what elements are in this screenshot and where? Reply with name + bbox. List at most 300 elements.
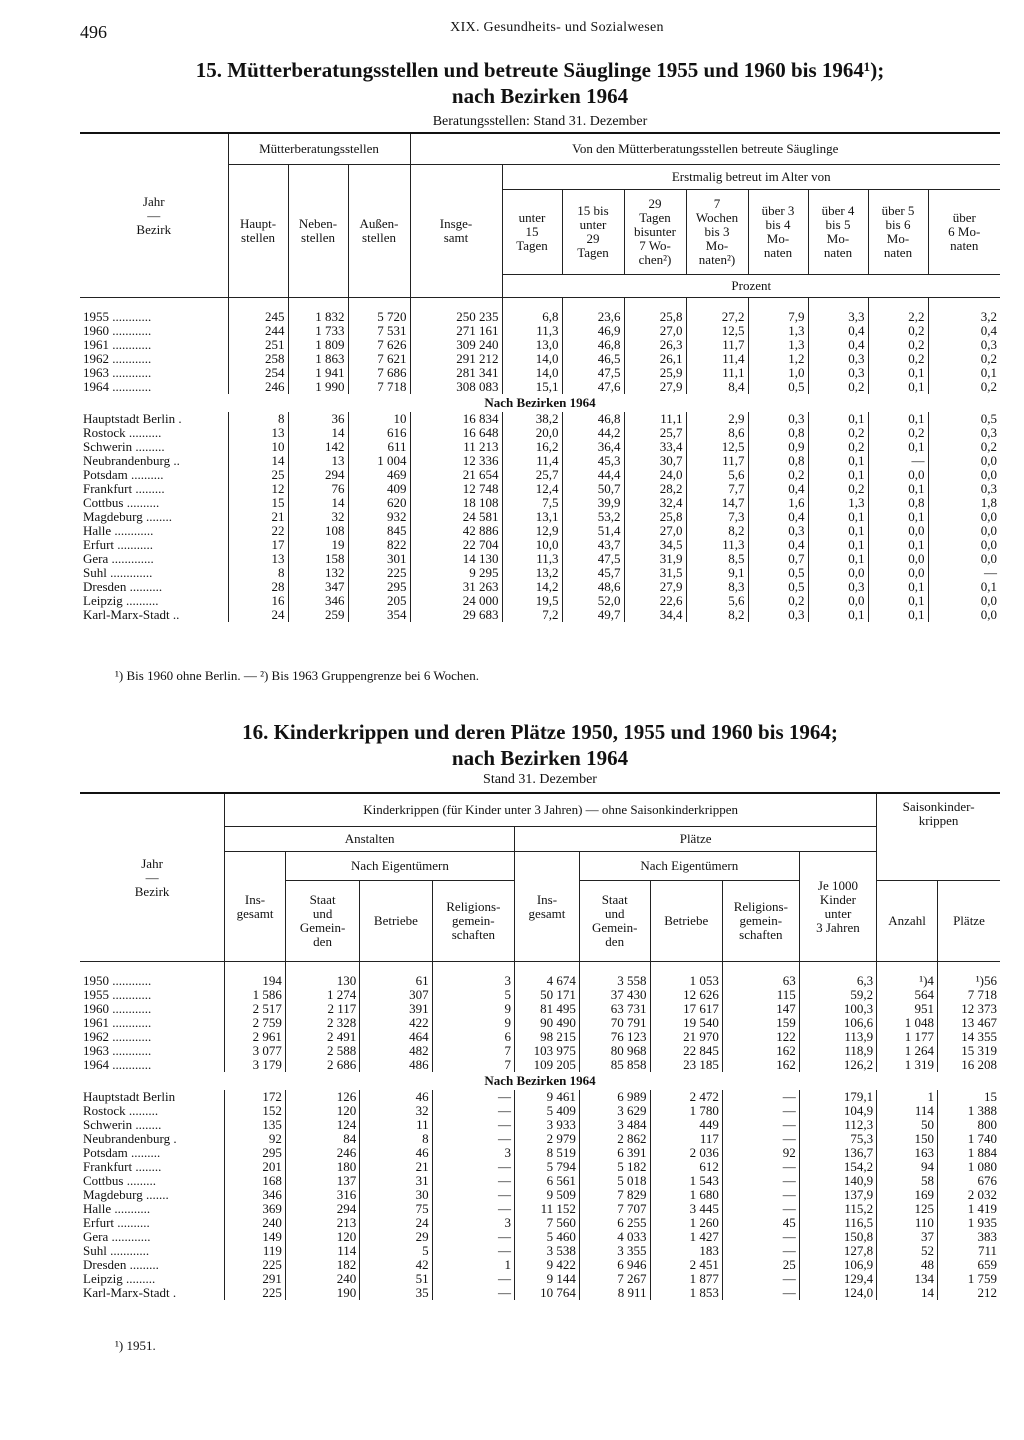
table-cell: 106,6 [799,1016,876,1030]
table-cell: 114 [877,1104,938,1118]
table-cell: 281 341 [410,366,502,380]
table-cell: 125 [877,1202,938,1216]
table-cell: 16 834 [410,412,502,426]
table-cell: 5 182 [579,1160,650,1174]
table-cell: 422 [360,1016,432,1030]
table-cell: 18 108 [410,496,502,510]
table15-col-insgesamt: Insge- samt [410,165,502,298]
table-cell: 119 [225,1244,286,1258]
table-cell: 169 [877,1188,938,1202]
table-cell: 46,8 [562,412,624,426]
table-cell: 15 [937,1090,1000,1104]
table-cell: 308 083 [410,380,502,394]
table-cell: 1,0 [748,366,808,380]
table-cell: 75,3 [799,1132,876,1146]
table-cell: 5,6 [686,594,748,608]
table-cell: 142 [288,440,348,454]
table-row [80,1244,1000,1258]
table-cell: 124 [285,1118,359,1132]
table-cell: — [432,1244,514,1258]
table-cell: 0,1 [868,580,928,594]
table-cell: — [432,1272,514,1286]
table15-group-beratungsstellen: Mütterberatungsstellen [228,133,410,165]
table-row [80,1090,1000,1104]
table-cell: 0,0 [928,524,1000,538]
table-cell: 10,0 [502,538,562,552]
table-cell: 316 [285,1188,359,1202]
table-cell: 309 240 [410,338,502,352]
table-cell: 52,0 [562,594,624,608]
table15-subtitle: Beratungsstellen: Stand 31. Dezember [432,114,648,129]
table-cell: ¹)4 [877,974,938,988]
table-cell: 259 [288,608,348,622]
table-row [80,1216,1000,1230]
table-cell: 46 [360,1090,432,1104]
table-cell: 3 355 [579,1244,650,1258]
table-cell: 182 [285,1258,359,1272]
table-row [80,426,1000,440]
row-label: Potsdam ......... [83,1145,161,1160]
table-row [80,468,1000,482]
table-cell: 612 [650,1160,722,1174]
table15-footnote: ¹) Bis 1960 ohne Berlin. — ²) Bis 1963 Gruppengrenze bei 6 Wochen. [115,668,479,683]
table-cell: 135 [225,1118,286,1132]
table-cell: 47,5 [562,552,624,566]
table-cell: 11,7 [686,338,748,352]
table-cell: 225 [348,566,410,580]
table-cell: — [432,1230,514,1244]
table-cell: 172 [225,1090,286,1104]
table-cell: 6 391 [579,1146,650,1160]
table-cell: 0,1 [868,608,928,622]
table15-group-saeuglinge: Von den Mütterberatungsstellen betreute Säuglinge [410,133,1000,165]
table-cell: 117 [650,1132,722,1146]
table-cell: 0,4 [928,324,1000,338]
table-cell: 4 674 [515,974,580,988]
table16-group-plaetze: Plätze [515,827,877,852]
table-cell: 147 [722,1002,799,1016]
table-cell: 659 [937,1258,1000,1272]
table-cell: — [722,1132,799,1146]
table-cell: 48,6 [562,580,624,594]
table-cell: — [722,1286,799,1300]
table-cell: 25,7 [502,468,562,482]
table-cell: 1 260 [650,1216,722,1230]
table-cell: 92 [722,1146,799,1160]
table-cell: 0,2 [868,338,928,352]
table-cell: 63 [722,974,799,988]
table-cell: 150,8 [799,1230,876,1244]
table-cell: 19 540 [650,1016,722,1030]
table-cell: 52 [877,1244,938,1258]
table-cell: 168 [225,1174,286,1188]
table-cell: 27,2 [686,310,748,324]
table-cell: 6 946 [579,1258,650,1272]
table-cell: 0,5 [748,566,808,580]
table-cell: 46,9 [562,324,624,338]
table-cell: 13 [288,454,348,468]
table-cell: 22,6 [624,594,686,608]
table-cell: 118,9 [799,1044,876,1058]
table15-group-erstmalig: Erstmalig betreut im Alter von [502,165,1000,190]
table-cell: 104,9 [799,1104,876,1118]
table-cell: 21 [228,510,288,524]
table-cell: 822 [348,538,410,552]
table16-col-anst-staat: Staat und Gemein- den [285,881,359,962]
table-cell: 25,8 [624,510,686,524]
table16-col-pl-religion: Religions- gemein- schaften [722,881,799,962]
table-cell: 35 [360,1286,432,1300]
table-cell: 7 531 [348,324,410,338]
table-cell: 115,2 [799,1202,876,1216]
table-cell: 0,1 [808,510,868,524]
table-cell: 201 [225,1160,286,1174]
row-label: 1960 ............ [83,323,152,338]
table-row [80,552,1000,566]
table-cell: 162 [722,1044,799,1058]
table16-group-saison: Saisonkinder- krippen [877,793,1000,881]
table-cell: 27,9 [624,380,686,394]
row-label: Cottbus ......... [83,1173,156,1188]
table-cell: 12,9 [502,524,562,538]
table-cell: 114 [285,1244,359,1258]
table-cell: 51 [360,1272,432,1286]
table-cell: 2 032 [937,1188,1000,1202]
table16-title-line1: 16. Kinderkrippen und deren Plätze 1950, 1955 und 1960 bis 1964; [242,720,838,744]
table-cell: 14 [228,454,288,468]
table-cell: 9 144 [515,1272,580,1286]
table-cell: 620 [348,496,410,510]
table-cell: 136,7 [799,1146,876,1160]
row-label: Suhl ............ [83,1243,150,1258]
table-cell: 271 161 [410,324,502,338]
table-cell: 51,4 [562,524,624,538]
table-cell: 37 430 [579,988,650,1002]
row-label: 1955 ............ [83,309,152,324]
table-cell: 132 [288,566,348,580]
table-cell: 3 484 [579,1118,650,1132]
row-label: Dresden .......... [83,579,163,594]
table15-col-age-3: 29 Tagen bisunter 7 Wo- chen²) [624,190,686,275]
table-cell: 12 373 [937,1002,1000,1016]
table-cell: 0,0 [928,594,1000,608]
table-cell: 152 [225,1104,286,1118]
table-cell: 0,3 [928,482,1000,496]
table-cell: 1 274 [285,988,359,1002]
table-cell: 110 [877,1216,938,1230]
row-label: 1961 ............ [83,1015,152,1030]
table-cell: 9 [432,1002,514,1016]
table16-col-pl-staat: Staat und Gemein- den [579,881,650,962]
table-cell: 11,1 [686,366,748,380]
table-cell: 0,3 [808,352,868,366]
table-cell: 11,7 [686,454,748,468]
table-row [80,608,1000,622]
table-cell: 130 [285,974,359,988]
table-cell: 45,7 [562,566,624,580]
table-cell: 13 [228,426,288,440]
row-label: Potsdam .......... [83,467,164,482]
table-cell: 0,7 [748,552,808,566]
table-cell: 25,9 [624,366,686,380]
row-label: Magdeburg ....... [83,1187,169,1202]
table-row [80,524,1000,538]
table15-col-age-7: über 5 bis 6 Mo- naten [868,190,928,275]
table-cell: 3,3 [808,310,868,324]
row-label: Hauptstadt Berlin [83,1089,176,1104]
table-cell: 183 [650,1244,722,1258]
table-cell: 7 560 [515,1216,580,1230]
table-row [80,1016,1000,1030]
table-cell: 0,0 [868,566,928,580]
table16-col-je1000: Je 1000 Kinder unter 3 Jahren [799,852,876,962]
table-cell: 0,3 [748,524,808,538]
table-cell: 1 877 [650,1272,722,1286]
table-cell: 37 [877,1230,938,1244]
table16-group-eigentuemer-anst: Nach Eigentümern [285,852,514,881]
table-cell: 126 [285,1090,359,1104]
table-cell: 22 845 [650,1044,722,1058]
table-cell: 9 461 [515,1090,580,1104]
table-row [80,1146,1000,1160]
table-cell: 20,0 [502,426,562,440]
table-cell: 9 295 [410,566,502,580]
table-cell: 25 [228,468,288,482]
table-cell: 0,0 [928,510,1000,524]
table-cell: 11 152 [515,1202,580,1216]
table-cell: 162 [722,1058,799,1072]
table-cell: 0,1 [868,594,928,608]
table15-col-age-6: über 4 bis 5 Mo- naten [808,190,868,275]
table-cell: 36 [288,412,348,426]
table-cell: 45 [722,1216,799,1230]
table-row [80,1258,1000,1272]
table-cell: 0,4 [808,338,868,352]
table-cell: 26,3 [624,338,686,352]
table-row [80,1132,1000,1146]
table16-group-kinderkrippen: Kinderkrippen (für Kinder unter 3 Jahren) — ohne Saisonkinderkrippen [225,793,877,827]
table-cell: 213 [285,1216,359,1230]
table-cell: 2 862 [579,1132,650,1146]
table-cell: 44,2 [562,426,624,440]
table-cell: 7,7 [686,482,748,496]
table-row [80,580,1000,594]
table-cell: 0,3 [808,580,868,594]
table-cell: 1 004 [348,454,410,468]
table-cell: — [868,454,928,468]
table-cell: 0,9 [748,440,808,454]
table-cell: 0,8 [748,454,808,468]
table-cell: 116,5 [799,1216,876,1230]
table-cell: 6 [432,1030,514,1044]
table-cell: 98 215 [515,1030,580,1044]
table-cell: 11,3 [686,538,748,552]
table-cell: 11,3 [502,552,562,566]
table-cell: 140,9 [799,1174,876,1188]
table-row [80,1160,1000,1174]
table-cell: 8,2 [686,524,748,538]
table-cell: 711 [937,1244,1000,1258]
table-cell: 0,4 [808,324,868,338]
table-cell: 1 990 [288,380,348,394]
table-cell: 16 208 [937,1058,1000,1072]
table-cell: 149 [225,1230,286,1244]
table-cell: 3 077 [225,1044,286,1058]
table-cell: 0,1 [868,380,928,394]
table-cell: 11,1 [624,412,686,426]
table-cell: 12 748 [410,482,502,496]
table-cell: 0,1 [808,524,868,538]
table-cell: 190 [285,1286,359,1300]
table-row [80,352,1000,366]
table-cell: 391 [360,1002,432,1016]
table-row [80,1286,1000,1300]
row-label: Magdeburg ........ [83,509,172,524]
table-cell: — [722,1272,799,1286]
table-cell: 179,1 [799,1090,876,1104]
table-cell: 6,8 [502,310,562,324]
table-cell: 2 979 [515,1132,580,1146]
table-cell: 31 [360,1174,432,1188]
table-cell: 0,2 [868,352,928,366]
table-cell: 8,2 [686,608,748,622]
table15-stub-header: Jahr — Bezirk [80,133,228,298]
table-cell: 346 [288,594,348,608]
table-cell: 3 558 [579,974,650,988]
table-cell: 0,1 [868,482,928,496]
row-label: Halle ............ [83,523,154,538]
row-label: 1955 ............ [83,987,152,1002]
table-cell: 106,9 [799,1258,876,1272]
table-cell: 1 319 [877,1058,938,1072]
table-cell: 32 [288,510,348,524]
table-row [80,324,1000,338]
row-label: Leipzig ......... [83,1271,156,1286]
table-cell: 76 123 [579,1030,650,1044]
table-cell: 1 427 [650,1230,722,1244]
table-cell: 14,0 [502,366,562,380]
table-cell: 1 863 [288,352,348,366]
table-row [80,594,1000,608]
table-cell: 50,7 [562,482,624,496]
row-label: 1963 ............ [83,365,152,380]
table-row [80,1058,1000,1072]
table-cell: 0,8 [748,426,808,440]
table-cell: 103 975 [515,1044,580,1058]
table-cell: 13,1 [502,510,562,524]
table-cell: 63 731 [579,1002,650,1016]
table-cell: 1 759 [937,1272,1000,1286]
table-cell: — [722,1188,799,1202]
table-cell: 0,1 [928,366,1000,380]
table-cell: 0,0 [928,552,1000,566]
table-cell: 5 [432,988,514,1002]
table-cell: 0,1 [808,552,868,566]
table-row [80,1272,1000,1286]
row-label: Hauptstadt Berlin . [83,411,182,426]
table-cell: 13,0 [502,338,562,352]
table-cell: 0,1 [868,510,928,524]
table-cell: 8 [360,1132,432,1146]
table-cell: 0,0 [928,608,1000,622]
section-heading: Nach Bezirken 1964 [484,395,596,410]
table-cell: 46 [360,1146,432,1160]
row-label: 1950 ............ [83,973,152,988]
table-cell: 291 [225,1272,286,1286]
table-cell: 70 791 [579,1016,650,1030]
table-cell: 1 543 [650,1174,722,1188]
table-cell: 12,5 [686,324,748,338]
table16-col-anst-betriebe: Betriebe [360,881,432,962]
table16 [80,792,1000,1300]
table-cell: 112,3 [799,1118,876,1132]
table-cell: 5 018 [579,1174,650,1188]
table-row [80,380,1000,394]
table-cell: 3 629 [579,1104,650,1118]
table-cell: 7 829 [579,1188,650,1202]
table-cell: 250 235 [410,310,502,324]
table16-footnote: ¹) 1951. [115,1338,156,1353]
table-cell: 0,2 [808,426,868,440]
table-cell: 14 [877,1286,938,1300]
table-cell: 30,7 [624,454,686,468]
table-cell: 100,3 [799,1002,876,1016]
table-cell: — [722,1118,799,1132]
row-label: Gera ............ [83,1229,151,1244]
table-cell: 31,9 [624,552,686,566]
table-cell: — [432,1188,514,1202]
table-cell: 13 467 [937,1016,1000,1030]
table-cell: — [432,1286,514,1300]
table-cell: 369 [225,1202,286,1216]
table-cell: 32,4 [624,496,686,510]
table-cell: 7 267 [579,1272,650,1286]
row-label: Dresden ......... [83,1257,159,1272]
table16-group-eigentuemer-pl: Nach Eigentümern [579,852,799,881]
row-label: 1964 ............ [83,379,152,394]
table-cell: 14 [288,496,348,510]
table-cell: 21 [360,1160,432,1174]
row-label: Schwerin ........ [83,1117,162,1132]
table-cell: 0,2 [808,440,868,454]
table-cell: 22 704 [410,538,502,552]
table-cell: 6,3 [799,974,876,988]
table-cell: 205 [348,594,410,608]
table-row [80,1030,1000,1044]
row-label: Leipzig .......... [83,593,159,608]
table-cell: 0,1 [808,412,868,426]
row-label: Cottbus .......... [83,495,160,510]
table-cell: 0,2 [808,380,868,394]
table-cell: 301 [348,552,410,566]
table15-title-line1: 15. Mütterberatungsstellen und betreute Säuglinge 1955 und 1960 bis 1964¹); [195,58,885,82]
table-cell: 0,2 [868,426,928,440]
table-cell: 3 [432,1146,514,1160]
table-cell: 27,0 [624,324,686,338]
table-cell: 17 617 [650,1002,722,1016]
table-cell: 94 [877,1160,938,1174]
table-cell: — [432,1160,514,1174]
table-cell: 1 048 [877,1016,938,1030]
table-cell: 2 491 [285,1030,359,1044]
table-cell: 0,2 [748,594,808,608]
table-cell: 409 [348,482,410,496]
table-cell: 616 [348,426,410,440]
table-cell: 0,4 [748,482,808,496]
table-cell: 17 [228,538,288,552]
table-row [80,412,1000,426]
table-cell: 9 509 [515,1188,580,1202]
